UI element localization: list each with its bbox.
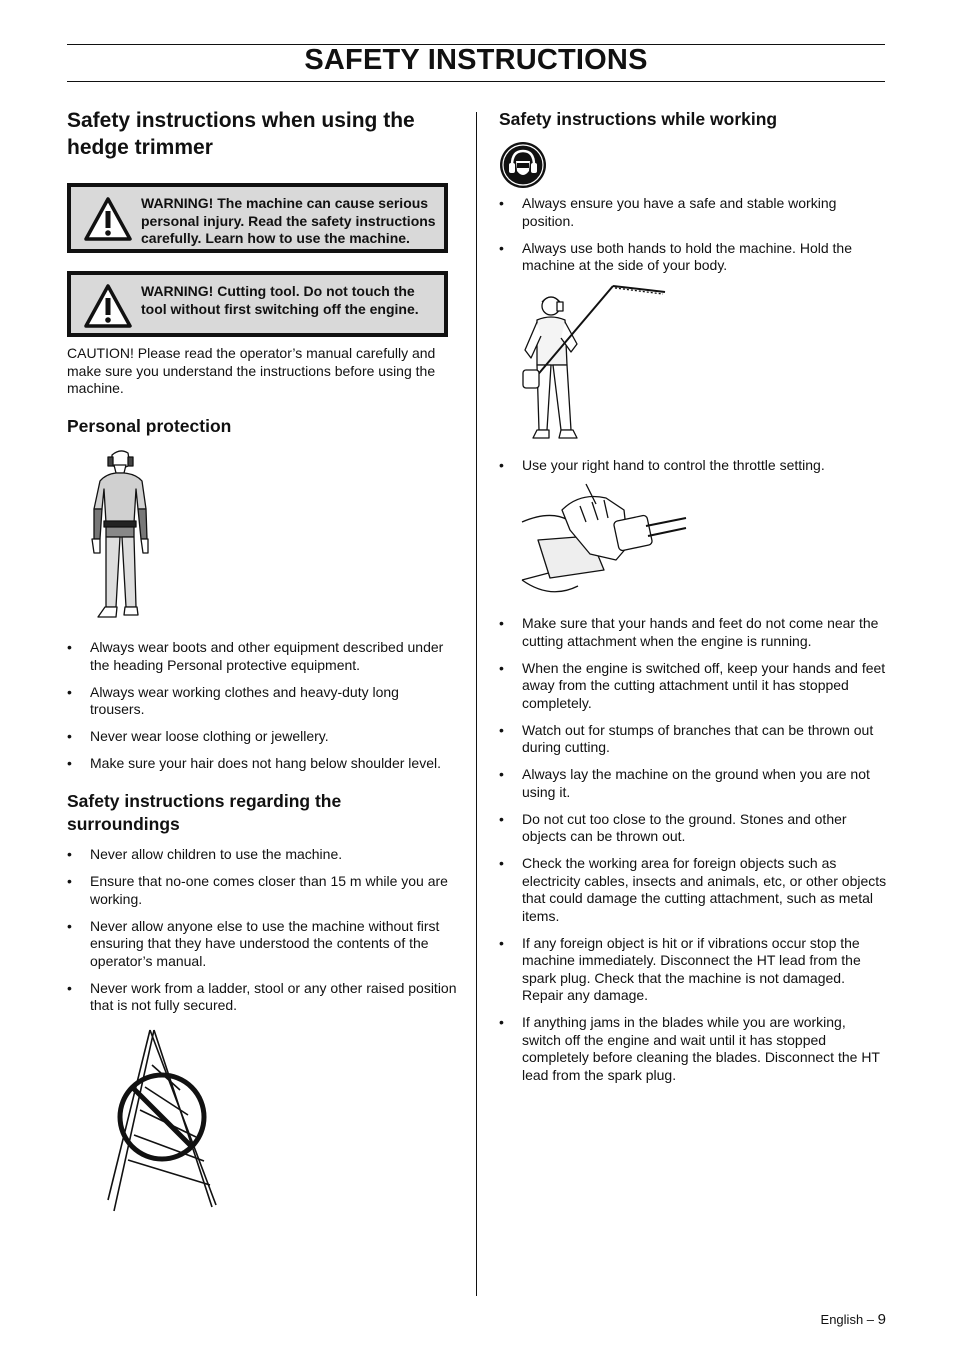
protective-equipment-person-illustration bbox=[86, 447, 156, 622]
warning-triangle-icon bbox=[83, 283, 133, 329]
list-item: • Never wear loose clothing or jewellery. bbox=[67, 728, 457, 746]
list-item: • Always wear working clothes and heavy-duty long trousers. bbox=[67, 684, 457, 719]
list-item: • Never allow anyone else to use the machine without first ensuring that they have understood the contents of the operator’s manual. bbox=[67, 918, 457, 971]
list-item: • If anything jams in the blades while you are working, switch off the engine and wait until it has stopped completely before cleaning the blades. Disconnect the HT lead from the spark plug. bbox=[499, 1014, 887, 1084]
caution-paragraph: CAUTION! Please read the operator’s manual carefully and make sure you understand the instructions before using the machine. bbox=[67, 345, 436, 396]
working-heading: Safety instructions while working bbox=[499, 109, 778, 129]
section-heading-hedge-trimmer: Safety instructions when using the hedge trimmer bbox=[67, 109, 415, 159]
personal-protection-heading: Personal protection bbox=[67, 416, 232, 436]
no-ladder-prohibition-icon bbox=[100, 1025, 225, 1215]
list-item: • Always wear boots and other equipment described under the heading Personal protective equipment. bbox=[67, 639, 457, 674]
list-item: • Never work from a ladder, stool or any other raised position that is not fully secured. bbox=[67, 980, 457, 1015]
personal-protection-list bbox=[67, 639, 457, 773]
working-list-c bbox=[499, 615, 887, 1084]
list-item: • Make sure your hair does not hang below shoulder level. bbox=[67, 755, 457, 773]
page-number: 9 bbox=[877, 1311, 886, 1328]
list-item: • Always lay the machine on the ground when you are not using it. bbox=[499, 766, 887, 801]
warning-text: WARNING! Cutting tool. Do not touch the tool without first switching off the engine. bbox=[141, 283, 419, 317]
list-item: • Check the working area for foreign objects such as electricity cables, insects and animals, etc, or other objects that could damage the cutting attachment, such as metal items. bbox=[499, 855, 887, 925]
header-bottom-rule bbox=[67, 81, 885, 82]
working-list-b bbox=[499, 457, 887, 475]
wear-protection-mandatory-icon bbox=[499, 141, 547, 189]
footer-separator: – bbox=[866, 1312, 875, 1327]
list-item: • Watch out for stumps of branches that can be thrown out during cutting. bbox=[499, 722, 887, 757]
list-item: • Use your right hand to control the throttle setting. bbox=[499, 457, 887, 475]
list-item: • Make sure that your hands and feet do not come near the cutting attachment when the engine is running. bbox=[499, 615, 887, 650]
list-item: • If any foreign object is hit or if vibrations occur stop the machine immediately. Disconnect the HT lead from the spark plug. Check that the machine is not damaged. Repair any damage. bbox=[499, 935, 887, 1005]
list-item: • Always ensure you have a safe and stable working position. bbox=[499, 195, 887, 230]
hand-on-throttle-illustration bbox=[520, 480, 690, 602]
column-divider bbox=[476, 112, 477, 1296]
list-item: • Always use both hands to hold the machine. Hold the machine at the side of your body. bbox=[499, 240, 887, 275]
list-item: • Never allow children to use the machine. bbox=[67, 846, 457, 864]
page-title: SAFETY INSTRUCTIONS bbox=[304, 44, 648, 76]
warning-triangle-icon bbox=[83, 196, 133, 242]
list-item: • Ensure that no-one comes closer than 15 m while you are working. bbox=[67, 873, 457, 908]
page-footer bbox=[821, 1311, 886, 1328]
working-list-a bbox=[499, 195, 887, 275]
list-item: • When the engine is switched off, keep your hands and feet away from the cutting attachment until it has stopped completely. bbox=[499, 660, 887, 713]
list-item: • Do not cut too close to the ground. Stones and other objects can be thrown out. bbox=[499, 811, 887, 846]
footer-language: English bbox=[820, 1312, 864, 1327]
surroundings-heading: Safety instructions regarding the surroundings bbox=[67, 791, 342, 834]
warning-box-cutting-tool bbox=[67, 271, 448, 337]
operator-holding-hedge-trimmer-illustration bbox=[515, 280, 670, 445]
warning-box-serious-injury bbox=[67, 183, 448, 253]
warning-text: WARNING! The machine can cause serious personal injury. Read the safety instructions carefully. Learn how to use the machine. bbox=[141, 195, 436, 246]
surroundings-list bbox=[67, 846, 457, 1015]
